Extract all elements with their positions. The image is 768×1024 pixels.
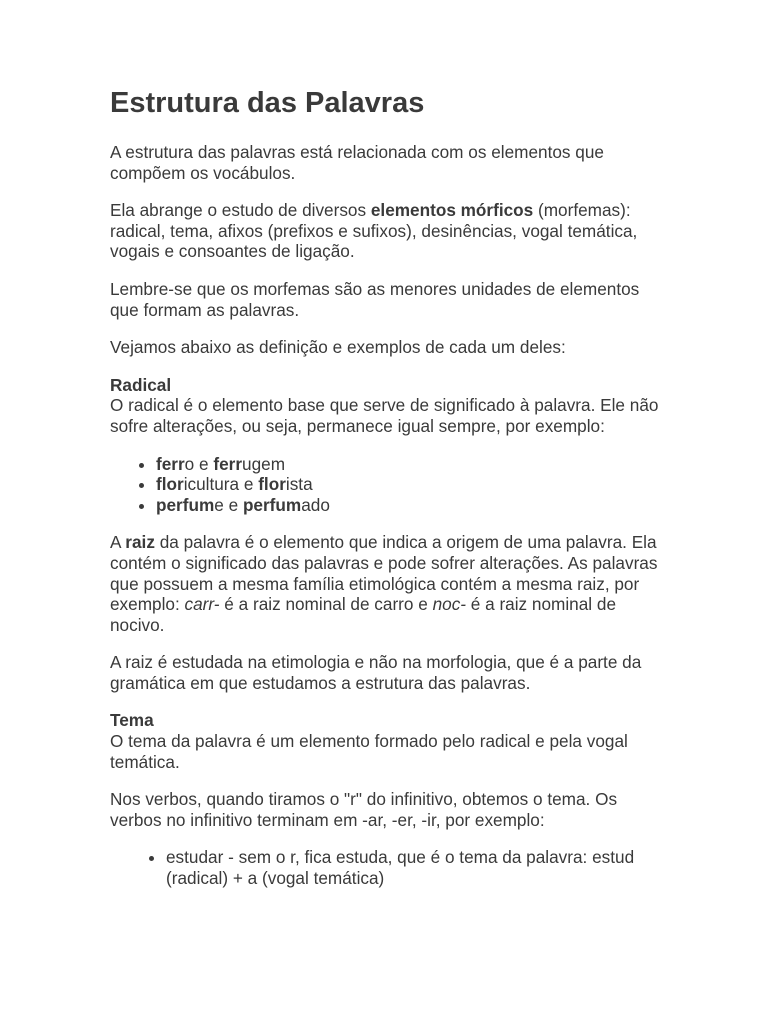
verbos-paragraph: Nos verbos, quando tiramos o "r" do infinitivo, obtemos o tema. Os verbos no infinitivo terminam em -ar, -er, -ir, por exemplo:	[110, 789, 618, 830]
section-heading-tema: Tema	[110, 710, 154, 731]
italic-term: carr-	[184, 594, 220, 615]
transition-paragraph: Vejamos abaixo as definição e exemplos de cada um deles:	[110, 337, 566, 358]
list-item	[156, 454, 670, 475]
text: o e	[184, 453, 214, 474]
text: icultura e	[183, 474, 259, 495]
bold-term: raiz	[125, 532, 155, 553]
radical-examples-list	[110, 454, 670, 516]
text: ugem	[242, 453, 286, 474]
text: ista	[285, 474, 313, 495]
text: é a raiz nominal de nocivo.	[110, 594, 617, 635]
root-bold: ferr	[213, 453, 243, 474]
raiz-paragraph	[110, 532, 670, 635]
list-item: • estudar - sem o r, fica estuda, que é o tema da palavra: estud (radical) + a (vogal temática)	[166, 847, 670, 888]
text: A	[110, 532, 126, 553]
etimologia-paragraph: A raiz é estudada na etimologia e não na morfologia, que é a parte da gramática em que estudamos a estrutura das palavras.	[110, 652, 642, 693]
document-page	[110, 84, 670, 906]
italic-term: noc-	[432, 594, 467, 615]
morphemes-paragraph	[110, 200, 670, 262]
root-bold: flor	[156, 474, 184, 495]
list-item	[156, 474, 670, 495]
text: e e	[214, 494, 243, 515]
text: (morfemas): radical, tema, afixos (prefixos e sufixos), desinências, vogal temática, vogais e consoantes de ligação.	[110, 200, 638, 262]
bold-term: elementos mórficos	[370, 200, 534, 221]
tema-section	[110, 710, 670, 772]
list-item	[156, 495, 670, 516]
root-bold: ferr	[156, 453, 185, 474]
page-title: Estrutura das Palavras	[110, 87, 425, 119]
intro-paragraph: A estrutura das palavras está relacionada com os elementos que compõem os vocábulos.	[110, 142, 604, 183]
tema-examples-list	[110, 847, 670, 888]
tema-definition: O tema da palavra é um elemento formado pelo radical e pela vogal temática.	[110, 731, 628, 772]
root-bold: flor	[258, 474, 286, 495]
root-bold: perfum	[156, 494, 215, 515]
reminder-paragraph: Lembre-se que os morfemas são as menores unidades de elementos que formam as palavras.	[110, 278, 640, 320]
text: Ela abrange o estudo de diversos	[110, 200, 371, 221]
radical-definition: O radical é o elemento base que serve de significado à palavra. Ele não sofre alterações, ou seja, permanece igual sempre, por exemplo:	[110, 395, 659, 436]
root-bold: perfum	[242, 494, 302, 515]
radical-section	[110, 375, 670, 437]
text: ado	[301, 494, 330, 515]
text: é a raiz nominal de carro e	[219, 594, 433, 615]
text: da palavra é o elemento que indica a origem de uma palavra. Ela contém o significado das palavras e pode sofrer alterações. As palavras que possuem a mesma família etimológica contém a mesma raiz, por exemplo:	[110, 532, 658, 615]
section-heading-radical: Radical	[110, 374, 172, 395]
